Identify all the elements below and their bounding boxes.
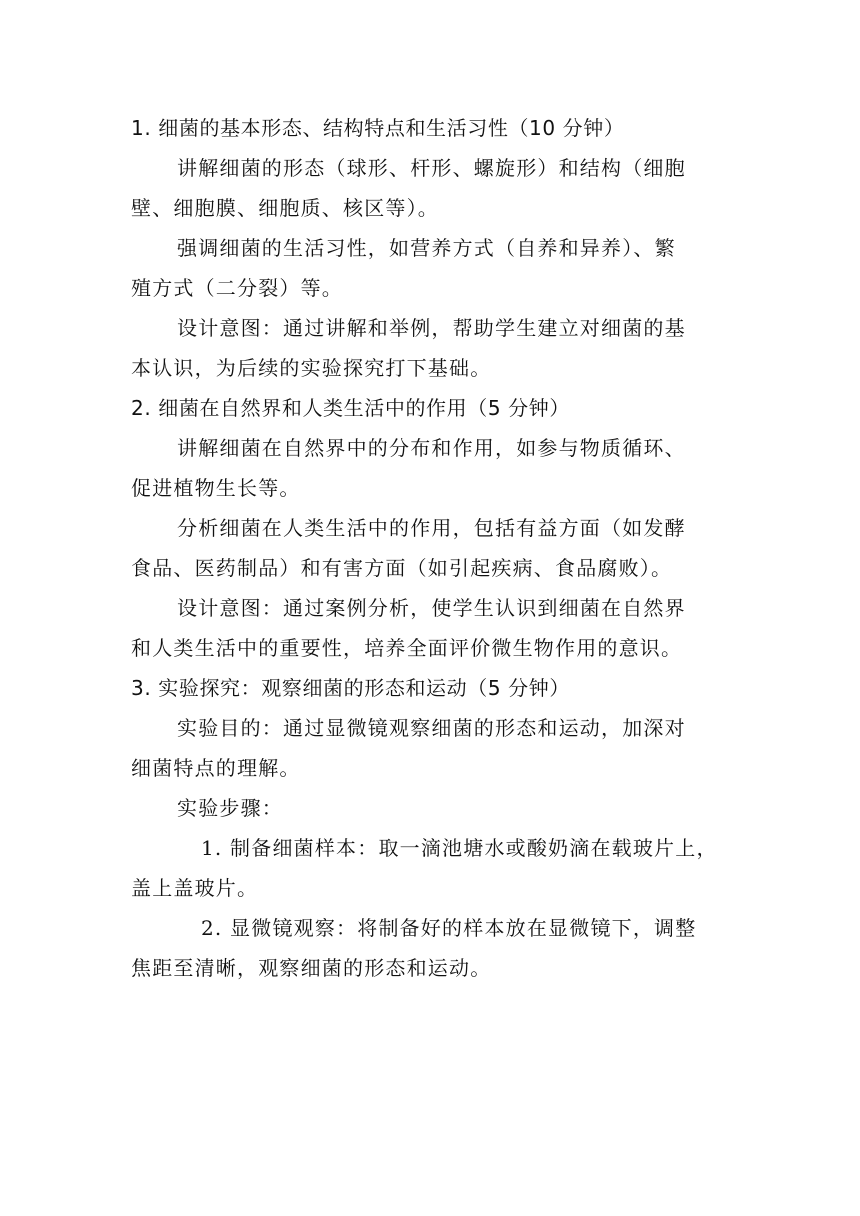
step-line: 2. 显微镜观察：将制备好的样本放在显微镜下，调整 — [201, 916, 697, 940]
paragraph-line: 和人类生活中的重要性，培养全面评价微生物作用的意识。 — [131, 636, 683, 660]
paragraph-line: 本认识，为后续的实验探究打下基础。 — [131, 356, 492, 380]
paragraph-line: 设计意图：通过案例分析，使学生认识到细菌在自然界 — [177, 596, 686, 620]
paragraph-line: 细菌特点的理解。 — [131, 756, 301, 780]
paragraph-line: 焦距至清晰，观察细菌的形态和运动。 — [131, 956, 492, 980]
paragraph-line: 分析细菌在人类生活中的作用，包括有益方面（如发酵 — [177, 516, 686, 540]
paragraph-line: 强调细菌的生活习性，如营养方式（自养和异养）、繁 — [177, 236, 676, 260]
paragraph-line: 食品、医药制品）和有害方面（如引起疾病、食品腐败）。 — [131, 556, 673, 580]
paragraph-line: 实验步骤： — [177, 796, 283, 820]
section-heading-3: 3. 实验探究：观察细菌的形态和运动（5 分钟） — [131, 676, 570, 700]
section-heading-1: 1. 细菌的基本形态、结构特点和生活习性（10 分钟） — [131, 116, 625, 140]
paragraph-line: 设计意图：通过讲解和举例，帮助学生建立对细菌的基 — [177, 316, 686, 340]
paragraph-line: 盖上盖玻片。 — [131, 876, 259, 900]
paragraph-line: 讲解细菌的形态（球形、杆形、螺旋形）和结构（细胞 — [177, 156, 686, 180]
paragraph-line: 讲解细菌在自然界中的分布和作用，如参与物质循环、 — [177, 436, 686, 460]
paragraph-line: 殖方式（二分裂）等。 — [131, 276, 343, 300]
document-body — [131, 108, 751, 988]
section-heading-2: 2. 细菌在自然界和人类生活中的作用（5 分钟） — [131, 396, 570, 420]
paragraph-line: 实验目的：通过显微镜观察细菌的形态和运动，加深对 — [177, 716, 686, 740]
step-line: 1. 制备细菌样本：取一滴池塘水或酸奶滴在载玻片上， — [201, 836, 718, 860]
paragraph-line: 壁、细胞膜、细胞质、核区等）。 — [131, 196, 439, 220]
paragraph-line: 促进植物生长等。 — [131, 476, 301, 500]
